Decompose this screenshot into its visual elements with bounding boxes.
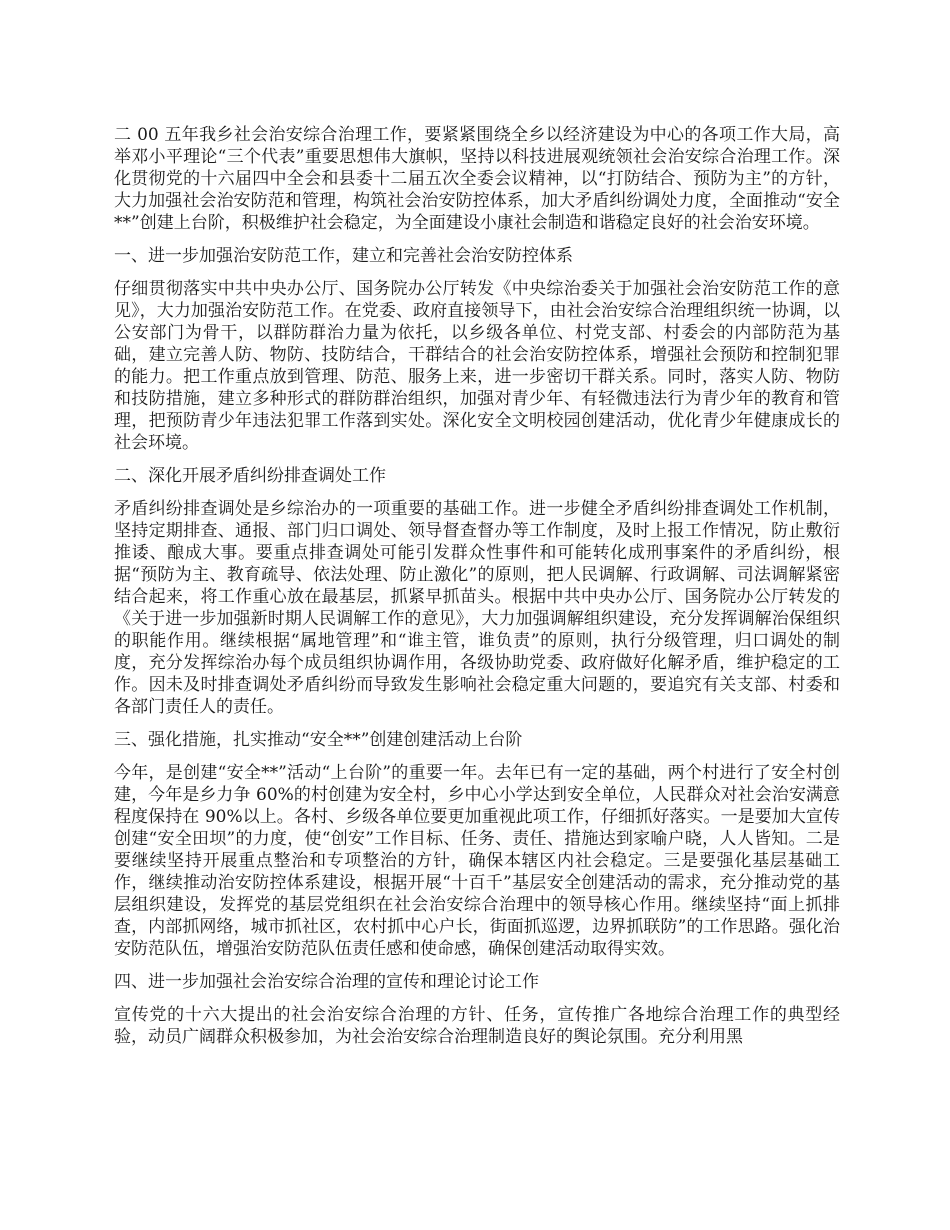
intro-paragraph: 二 00 五年我乡社会治安综合治理工作，要紧紧围绕全乡以经济建设为中心的各项工作大局，高举邓小平理论“三个代表”重要思想伟大旗帜，坚持以科技进展观统领社会治安综合治理工作。深化贯彻党的十六届四中全会和县委十二届五次全委会议精神，以“打防结合、预防为主”的方针，大力加强社会治安防范和管理，构筑社会治安防控体系，加大矛盾纠纷调处力度，全面推动“安全**”创建上台阶，积极维护社会稳定，为全面建设小康社会制造和谐稳定良好的社会治安环境。 — [114, 125, 840, 233]
section-4-heading: 四、进一步加强社会治安综合治理的宣传和理论讨论工作 — [114, 972, 539, 992]
section-1-paragraph: 仔细贯彻落实中共中央办公厅、国务院办公厅转发《中央综治委关于加强社会治安防范工作的意见》，大力加强治安防范工作。在党委、政府直接领导下，由社会治安综合治理组织统一协调，以公安部门为骨干，以群防群治力量为依托，以乡级各单位、村党支部、村委会的内部防范为基础，建立完善人防、物防、技防结合，干群结合的社会治安防控体系，增强社会预防和控制犯罪的能力。把工作重点放到管理、防范、服务上来，进一步密切干群关系。同时，落实人防、物防和技防措施，建立多种形式的群防群治组织，加强对青少年、有轻微违法行为青少年的教育和管理，把预防青少年违法犯罪工作落到实处。深化安全文明校园创建活动，优化青少年健康成长的社会环境。 — [114, 279, 840, 453]
document-body — [114, 124, 840, 1059]
section-1-heading: 一、进一步加强治安防范工作，建立和完善社会治安防控体系 — [114, 246, 573, 266]
section-3-paragraph: 今年，是创建“安全**”活动“上台阶”的重要一年。去年已有一定的基础，两个村进行了安全村创建，今年是乡力争 60%的村创建为安全村，乡中心小学达到安全单位，人民群众对社会治安满意程度保持在 90%以上。各村、乡级各单位要更加重视此项工作，仔细抓好落实。一是要加大宣传创建“安全田坝”的力度，使“创安”工作目标、任务、责任、措施达到家喻户晓，人人皆知。二是要继续坚持开展重点整治和专项整治的方针，确保本辖区内社会稳定。三是要强化基层基础工作，继续推动治安防控体系建设，根据开展“十百千”基层安全创建活动的需求，充分推动党的基层组织建设，发挥党的基层党组织在社会治安综合治理中的领导核心作用。继续坚持“面上抓排查，内部抓网络，城市抓社区，农村抓中心户长，街面抓巡逻，边界抓联防”的工作思路。强化治安防范队伍，增强治安防范队伍责任感和使命感，确保创建活动取得实效。 — [114, 763, 840, 959]
section-2-paragraph: 矛盾纠纷排查调处是乡综治办的一项重要的基础工作。进一步健全矛盾纠纷排查调处工作机制，坚持定期排查、通报、部门归口调处、领导督查督办等工作制度，及时上报工作情况，防止敷衍推诿、酿成大事。要重点排查调处可能引发群众性事件和可能转化成刑事案件的矛盾纠纷，根据“预防为主、教育疏导、依法处理、防止激化”的原则，把人民调解、行政调解、司法调解紧密结合起来，将工作重心放在最基层，抓紧早抓苗头。根据中共中央办公厅、国务院办公厅转发的《关于进一步加强新时期人民调解工作的意见》，大力加强调解组织建设，充分发挥调解治保组织的职能作用。继续根据“属地管理”和“谁主管，谁负责”的原则，执行分级管理，归口调处的制度，充分发挥综治办每个成员组织协调作用，各级协助党委、政府做好化解矛盾，维护稳定的工作。因未及时排查调处矛盾纠纷而导致发生影响社会稳定重大问题的，要追究有关支部、村委和各部门责任人的责任。 — [114, 499, 840, 717]
section-2-heading: 二、深化开展矛盾纠纷排查调处工作 — [114, 466, 386, 486]
section-3-heading: 三、强化措施，扎实推动“安全**”创建创建活动上台阶 — [114, 730, 523, 750]
section-4-paragraph: 宣传党的十六大提出的社会治安综合治理的方针、任务，宣传推广各地综合治理工作的典型经验，动员广阔群众积极参加，为社会治安综合治理制造良好的舆论氛围。充分利用黑 — [114, 1005, 840, 1047]
